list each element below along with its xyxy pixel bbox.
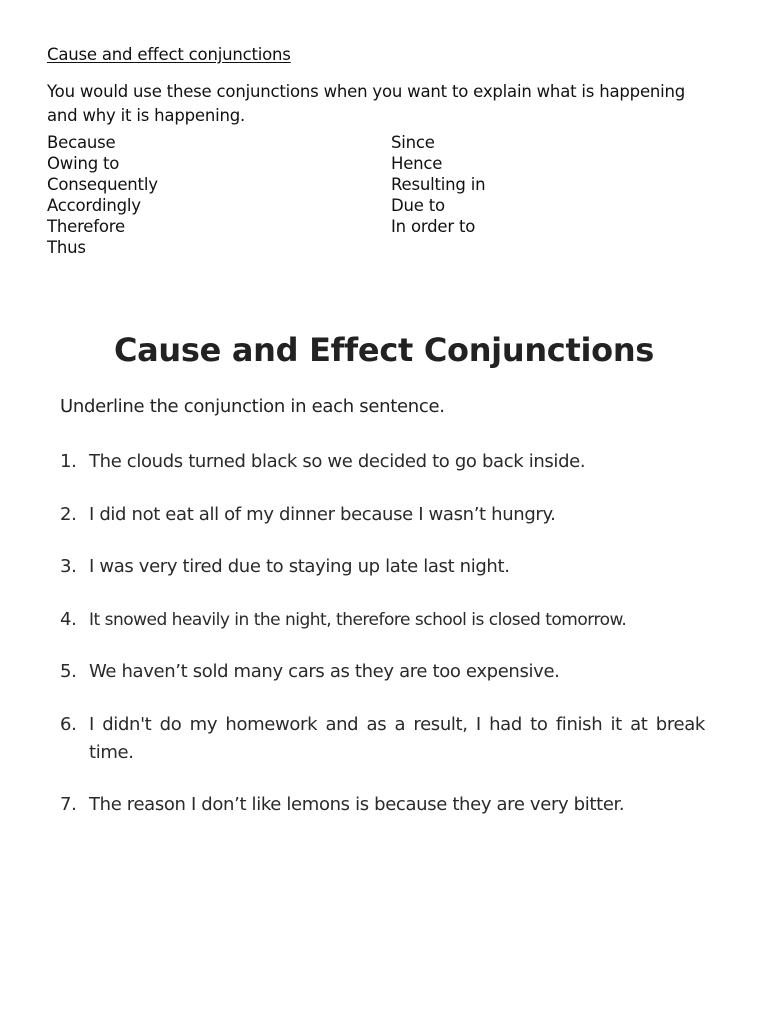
worksheet	[0, 328, 768, 815]
conjunction-item: Thus	[47, 238, 86, 257]
top-section	[47, 44, 727, 258]
sentence-list	[60, 448, 705, 844]
sentence-text: I was very tired due to staying up late last night.	[89, 556, 510, 577]
section-heading: Cause and effect conjunctions	[47, 45, 291, 64]
sentence-text: The reason I don’t like lemons is because they are very bitter.	[89, 794, 625, 815]
sentence-text: I didn't do my homework and as a result, I had to finish it at break time.	[89, 713, 705, 763]
sentence-item	[60, 448, 705, 476]
sentence-item	[60, 711, 705, 767]
conjunction-item: Hence	[391, 154, 443, 173]
sentence-item	[60, 606, 705, 634]
sentence-text: I did not eat all of my dinner because I wasn’t hungry.	[89, 503, 556, 525]
worksheet-title: Cause and Effect Conjunctions	[113, 331, 655, 369]
conjunction-columns	[47, 132, 727, 258]
conjunction-item: Resulting in	[391, 175, 486, 194]
intro-paragraph: You would use these conjunctions when you want to explain what is happening and why it is happening.	[47, 82, 686, 125]
conjunction-item: In order to	[391, 217, 476, 236]
sentence-number: 3.	[60, 556, 77, 577]
sentence-item	[60, 553, 705, 581]
sentence-number: 1.	[60, 451, 77, 472]
sentence-number: 5.	[60, 661, 77, 682]
sentence-number: 7.	[60, 794, 77, 815]
sentence-text: It snowed heavily in the night, therefore school is closed tomorrow.	[89, 609, 627, 630]
sentence-item	[60, 791, 705, 819]
sentence-number: 2.	[60, 503, 77, 525]
sentence-number: 4.	[60, 608, 77, 630]
worksheet-instruction: Underline the conjunction in each sentence.	[60, 396, 445, 417]
conjunction-item: Consequently	[47, 175, 158, 194]
conjunction-item: Since	[391, 133, 435, 152]
conjunction-item: Due to	[391, 196, 445, 215]
sentence-item	[60, 658, 705, 686]
sentence-text: We haven’t sold many cars as they are too expensive.	[89, 661, 560, 682]
conjunction-item: Therefore	[47, 217, 125, 236]
conjunction-item: Because	[47, 133, 116, 152]
conjunction-item: Accordingly	[47, 196, 141, 215]
sentence-item	[60, 501, 705, 529]
sentence-text: The clouds turned black so we decided to go back inside.	[89, 451, 586, 472]
conjunction-list-left	[47, 132, 391, 258]
sentence-number: 6.	[60, 713, 77, 735]
conjunction-item: Owing to	[47, 154, 120, 173]
conjunction-list-right	[391, 132, 691, 258]
